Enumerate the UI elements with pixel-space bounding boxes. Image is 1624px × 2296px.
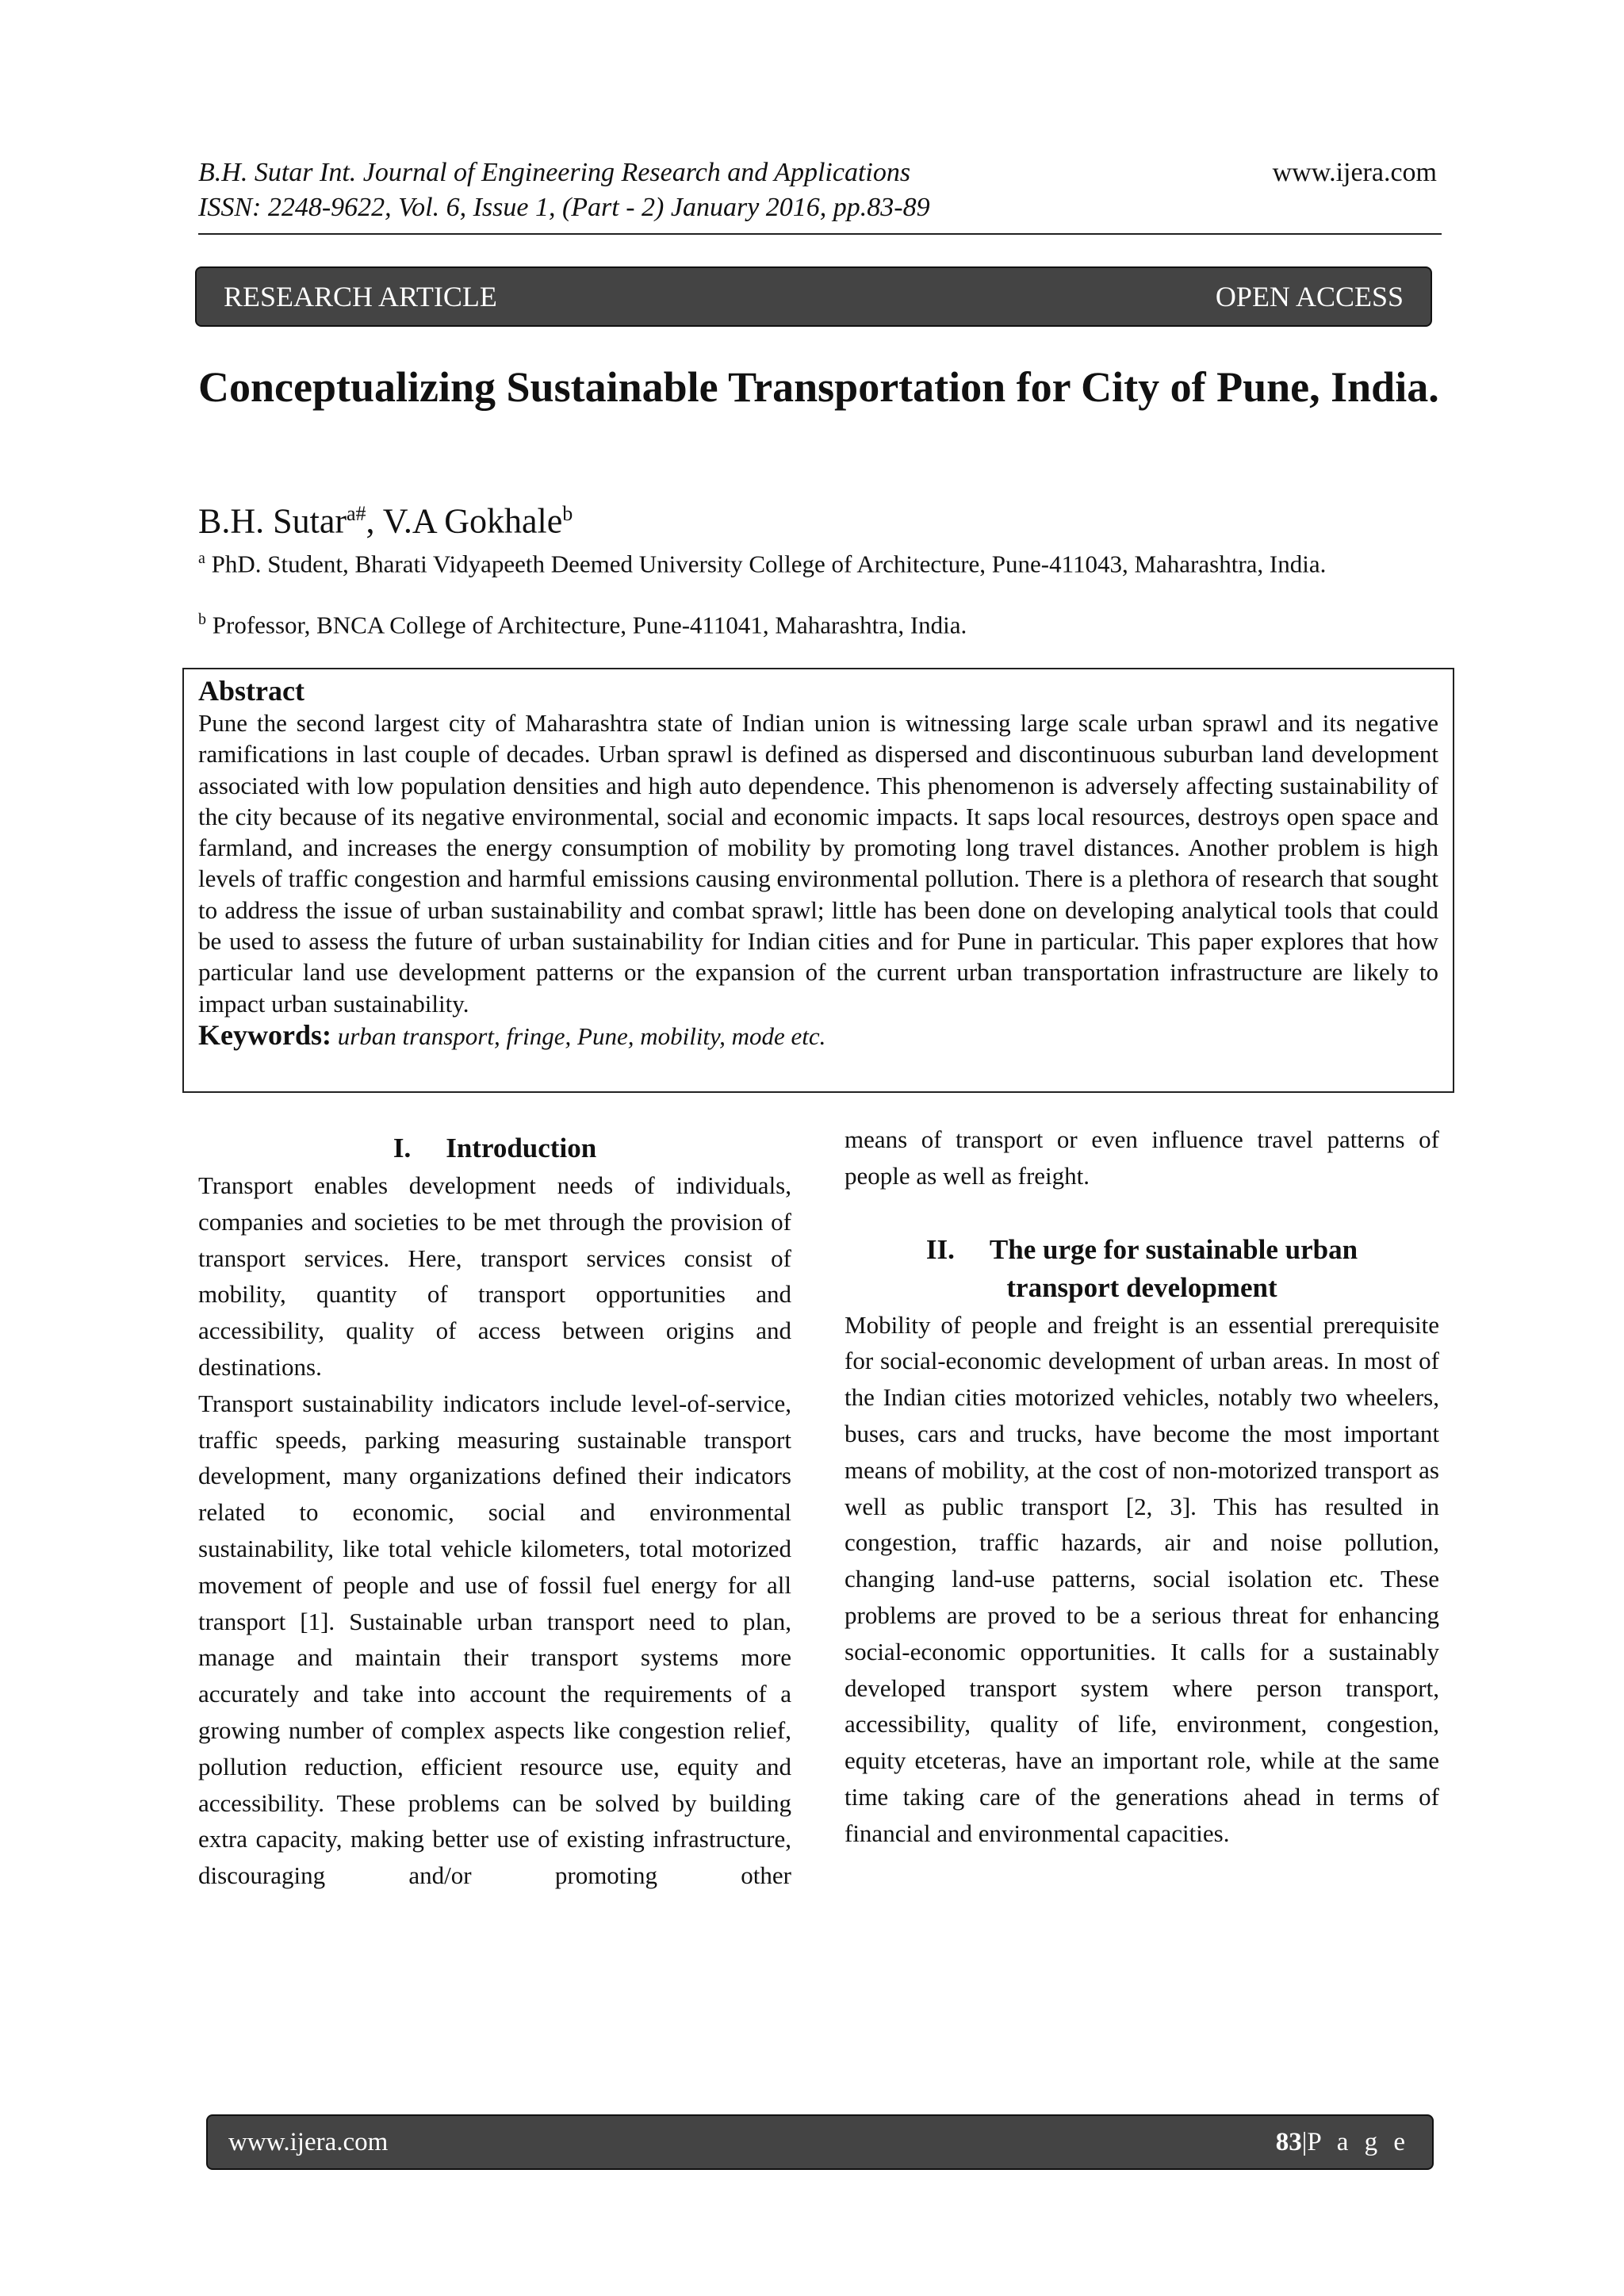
running-header xyxy=(198,155,1229,225)
section-1-paragraph-2-continued: means of transport or even influence travel patterns of people as well as freight. xyxy=(845,1125,1439,1190)
keywords-label: Keywords: xyxy=(198,1018,331,1051)
page-word: P a g e xyxy=(1307,2127,1410,2156)
section-1-title: Introduction xyxy=(446,1133,597,1163)
page-separator: | xyxy=(1301,2127,1308,2156)
right-column xyxy=(845,1121,1439,1852)
abstract-body: Pune the second largest city of Maharashtra state of Indian union is witnessing large scale urban sprawl and its negative ramifications in last couple of decades. Urban sprawl is defined as dispersed and discontinuous suburban land development associated with low population densities and high auto dependence. This phenomenon is adversely affecting sustainability of the city because of its negative environmental, social and economic impacts. It saps local resources, destroys open space and farmland, and increases the energy consumption of mobility by promoting long travel distances. Another problem is high levels of traffic congestion and harmful emissions causing environmental pollution. There is a plethora of research that sought to address the issue of urban sustainability and combat sprawl; little has been done on developing analytical tools that could be used to assess the future of urban sustainability for Indian cities and for Pune in particular. This paper explores that how particular land use development patterns or the expansion of the current urban transportation infrastructure are likely to impact urban sustainability. xyxy=(198,709,1438,1018)
section-1-paragraph-1: Transport enables development needs of individuals, companies and societies to be met through the provision of transport services. Here, transport services consist of mobility, quantity of transport opportunities and accessibility, quality of access between origins and destinations. xyxy=(198,1171,791,1381)
section-2-title-line-2: transport development xyxy=(1006,1271,1277,1303)
affiliation-a xyxy=(198,543,1442,579)
author-2-mark: b xyxy=(562,502,573,525)
banner-research-article: RESEARCH ARTICLE xyxy=(224,281,497,312)
author-1-mark: a# xyxy=(347,502,366,525)
affiliation-b-text: Professor, BNCA College of Architecture, Pune-411041, Maharashtra, India. xyxy=(206,611,967,639)
author-separator: , xyxy=(366,501,383,541)
affiliation-b xyxy=(198,604,1442,640)
author-1: B.H. Sutar xyxy=(198,501,347,541)
page-number: 83 xyxy=(1275,2127,1302,2156)
abstract-box xyxy=(182,668,1454,1093)
abstract-heading: Abstract xyxy=(198,675,304,707)
section-1-number: I. xyxy=(393,1133,412,1163)
header-rule xyxy=(198,233,1442,235)
keywords xyxy=(198,1019,1438,1052)
left-column xyxy=(198,1129,791,1894)
footer-page xyxy=(1276,2128,1410,2157)
paper-title: Conceptualizing Sustainable Transportation for City of Pune, India. xyxy=(198,363,1439,411)
affiliation-b-mark: b xyxy=(198,611,206,628)
section-2-number: II. xyxy=(925,1233,955,1265)
footer-website: www.ijera.com xyxy=(228,2127,389,2156)
banner-open-access: OPEN ACCESS xyxy=(1215,281,1404,312)
page-footer xyxy=(206,2114,1434,2170)
section-2-paragraph-1: Mobility of people and freight is an essential prerequisite for social-economic development of urban areas. In most of the Indian cities motorized vehicles, notably two wheelers, buses, cars and trucks, have become the most important means of mobility, at the cost of non-motorized transport as well as public transport [2, 3]. This has resulted in congestion, traffic hazards, air and noise pollution, changing land-use patterns, social isolation etc. These problems are proved to be a serious threat for enhancing social-economic opportunities. It calls for a sustainably developed transport system where person transport, accessibility, quality of life, environment, congestion, equity etceteras, have an important role, while at the same time taking care of the generations ahead in terms of financial and environmental capacities. xyxy=(845,1310,1439,1847)
issn-line: ISSN: 2248-9622, Vol. 6, Issue 1, (Part - 2) January 2016, pp.83-89 xyxy=(198,193,930,222)
affiliation-a-mark: a xyxy=(198,550,205,567)
section-1-heading xyxy=(198,1129,791,1167)
article-type-banner xyxy=(195,266,1432,327)
section-gap xyxy=(845,1194,1439,1231)
affiliation-a-text: PhD. Student, Bharati Vidyapeeth Deemed University College of Architecture, Pune-411043, Maharashtra, India. xyxy=(205,550,1327,578)
keywords-text: urban transport, fringe, Pune, mobility, mode etc. xyxy=(331,1022,826,1050)
journal-line: B.H. Sutar Int. Journal of Engineering Research and Applications xyxy=(198,158,911,187)
header-website: www.ijera.com xyxy=(1272,158,1437,187)
authors xyxy=(198,492,573,544)
section-1-paragraph-2: Transport sustainability indicators include level-of-service, traffic speeds, parking measuring sustainable transport development, many organizations defined their indicators related to economic, social and environmental sustainability, like total vehicle kilometers, total motorized movement of people and use of fossil fuel energy for all transport [1]. Sustainable urban transport need to plan, manage and maintain their transport systems more accurately and take into account the requirements of a growing number of complex aspects like congestion relief, pollution reduction, efficient resource use, equity and accessibility. These problems can be solved by building extra capacity, making better use of existing infrastructure, discouraging and/or promoting other xyxy=(198,1389,791,1890)
section-2-heading xyxy=(845,1231,1439,1307)
section-2-heading-line-1 xyxy=(845,1231,1439,1269)
section-2-title-line-1: The urge for sustainable urban xyxy=(989,1233,1358,1265)
author-2: V.A Gokhale xyxy=(382,501,563,541)
